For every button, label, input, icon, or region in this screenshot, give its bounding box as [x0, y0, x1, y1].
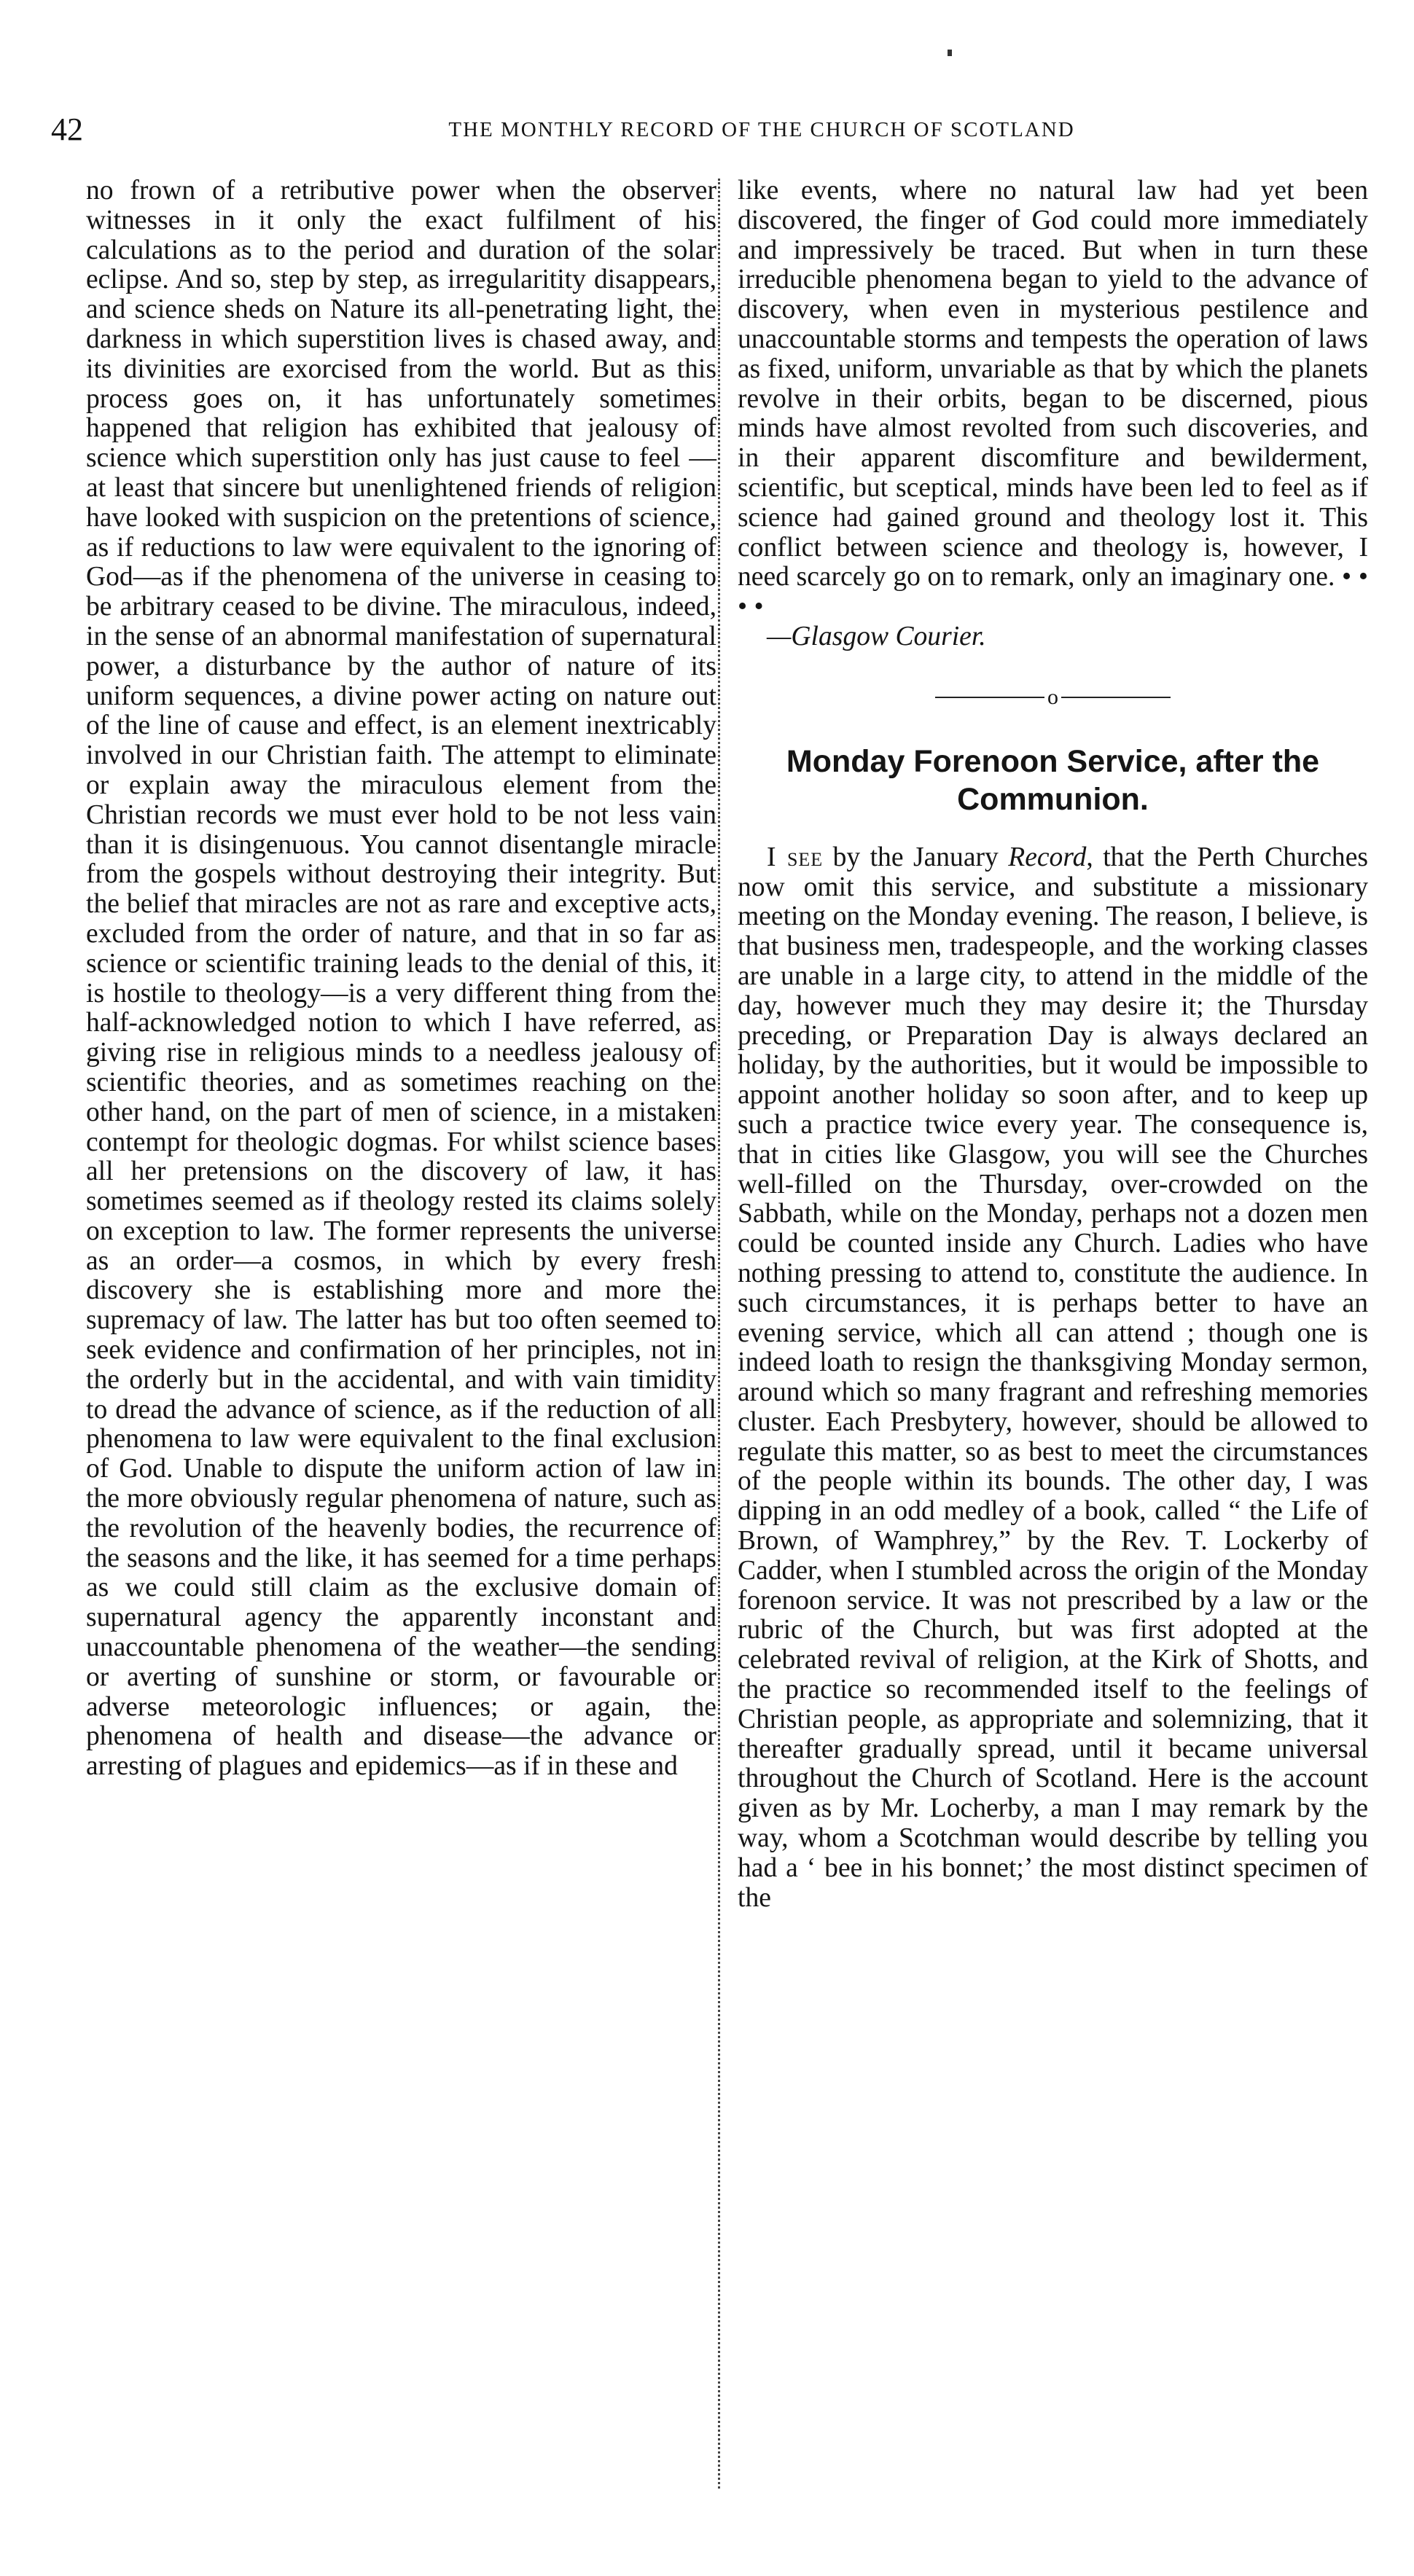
page-header	[51, 108, 1363, 152]
article-text-part-2: , that the Perth Churches now omit this service, and substitute a missionary meeting on the Monday evening. The reason, I believe, is that business men, tradespeople, and the working classes are unable in a large city, to attend in the middle of the day, however much they may desire it; the Thursday preceding, or Preparation Day is always declared an holiday, by the authorities, but it would be impossible to appoint another holiday so soon after, and to keep up such a practice twice every year. The consequence is, that in cities like Glasgow, you will see the Churches well-filled on the Thursday, over-crowded on the Sabbath, while on the Monday, perhaps not a dozen men could be counted inside any Church. Ladies who have nothing pressing to attend to, constitute the audience. In such circumstances, it is perhaps better to have an evening service, which all can attend ; though one is indeed loath to resign the thanksgiving Monday sermon, around which so many fragrant and refreshing memories cluster. Each Presbytery, however, should be allowed to regulate this matter, so as best to meet the circumstances of the people within its bounds. The other day, I was dipping in an odd medley of a book, called “ the Life of Brown, of Wamphrey,” by the Rev. T. Lockerby of Cadder, when I stumbled across the origin of the Monday forenoon service. It was not prescribed by a law or the rubric of the Church, but was first adopted at the celebrated revival of religion, at the Kirk of Shotts, and the practice so recommended itself to the feelings of Christian people, as appropriate and solemnizing, that it thereafter gradually spread, until it became universal throughout the Church of Scotland. Here is the account given as by Mr. Locherby, a man I may remark by the way, whom a Scotchman would describe by telling you had a ‘ bee in his bonnet;’ the most distinct specimen of the	[738, 842, 1368, 1913]
page-number: 42	[51, 111, 83, 147]
divider-rule-right	[1061, 697, 1171, 698]
right-column	[738, 176, 1368, 1913]
divider-ornament: o	[1047, 684, 1058, 709]
article-body	[738, 843, 1368, 1914]
divider-rule-left	[935, 697, 1044, 698]
article-opening: I see	[767, 842, 824, 872]
article-text-part-1: by the January	[823, 842, 1009, 872]
left-column-text: no frown of a retributive power when the observer witnesses in it only the exact fulfilment of his calculations as to the period and duration of the solar eclipse. And so, step by step, as irregularitity disappears, and science sheds on Nature its all-penetrating light, the darkness in which superstition lives is chased away, and its divinities are exorcised from the world. But as this process goes on, it has unfortunately sometimes happened that religion has exhibited that jealousy of science which superstition only has just cause to feel — at least that sincere but unenlightened friends of religion have looked with suspicion on the pretentions of science, as if reductions to law were equivalent to the ignoring of God—as if the phenomena of the universe in ceasing to be arbitrary ceased to be divine. The miraculous, indeed, in the sense of an abnormal manifestation of supernatural power, a disturbance by the author of nature of its uniform sequences, a divine power acting on nature out of the line of cause and effect, is an element inextricably involved in our Christian faith. The attempt to eliminate or explain away the miraculous element from the Christian records we must ever hold to be not less vain than it is disingenuous. You cannot disentangle miracle from the gospels without destroying their integrity. But the belief that miracles are not as rare and exceptive acts, excluded from the order of nature, and that in so far as science or scientific training leads to the denial of this, it is hostile to theology—is a very different thing from the half-acknowledged notion to which I have referred, as giving rise in religious minds to a needless jealousy of scientific theories, and as sometimes reaching on the other hand, on the part of men of science, in a mistaken contempt for theologic dogmas. For whilst science bases all her pretensions on the discovery of law, it has sometimes seemed as if theology rested its claims solely on exception to law. The former represents the universe as an order—a cosmos, in which by every fresh discovery she is establishing more and more the supremacy of law. The latter has but too often seemed to seek evidence and confirmation of her principles, not in the orderly but in the accidental, and with vain timidity to dread the advance of science, as if the reduction of all phenomena to law were equivalent to the final exclusion of God. Unable to dispute the uniform action of law in the more obviously regular phenomena of nature, such as the revolution of the heavenly bodies, the recurrence of the seasons and the like, it has seemed for a time perhaps as we could still claim as the exclusive domain of supernatural agency the apparently inconstant and unaccountable phenomena of the weather—the sending or averting of sunshine or storm, or favourable or adverse meteorologic influences; or again, the phenomena of health and disease—the advance or arresting of plagues and epidemics—as if in these and	[86, 176, 716, 1782]
left-column	[86, 176, 716, 1782]
section-title: Monday Forenoon Service, after the Communion.	[786, 743, 1320, 817]
running-title: THE MONTHLY RECORD OF THE CHURCH OF SCOTLAND	[448, 118, 1075, 141]
print-speck	[948, 50, 952, 56]
section-divider	[738, 652, 1368, 743]
attribution: —Glasgow Courier.	[767, 621, 986, 651]
column-divider	[718, 179, 720, 2489]
record-title: Record	[1008, 842, 1087, 872]
continuation-text: like events, where no natural law had yet been discovered, the finger of God could more immediately and impressively be traced. But when in turn these irreducible phenomena began to yield to the advance of discovery, when even in mysterious pestilence and unaccountable storms and tempests the operation of laws as fixed, uniform, unvariable as that by which the planets revolve in their orbits, began to be discerned, pious minds have almost revolted from such discoveries, and in their apparent discomfiture and bewilderment, scientific, but sceptical, minds have been led to feel as if science had gained ground and theology lost it. This conflict between science and theology is, however, I need scarcely go on to remark, only an imaginary one. • • • •	[738, 176, 1368, 622]
